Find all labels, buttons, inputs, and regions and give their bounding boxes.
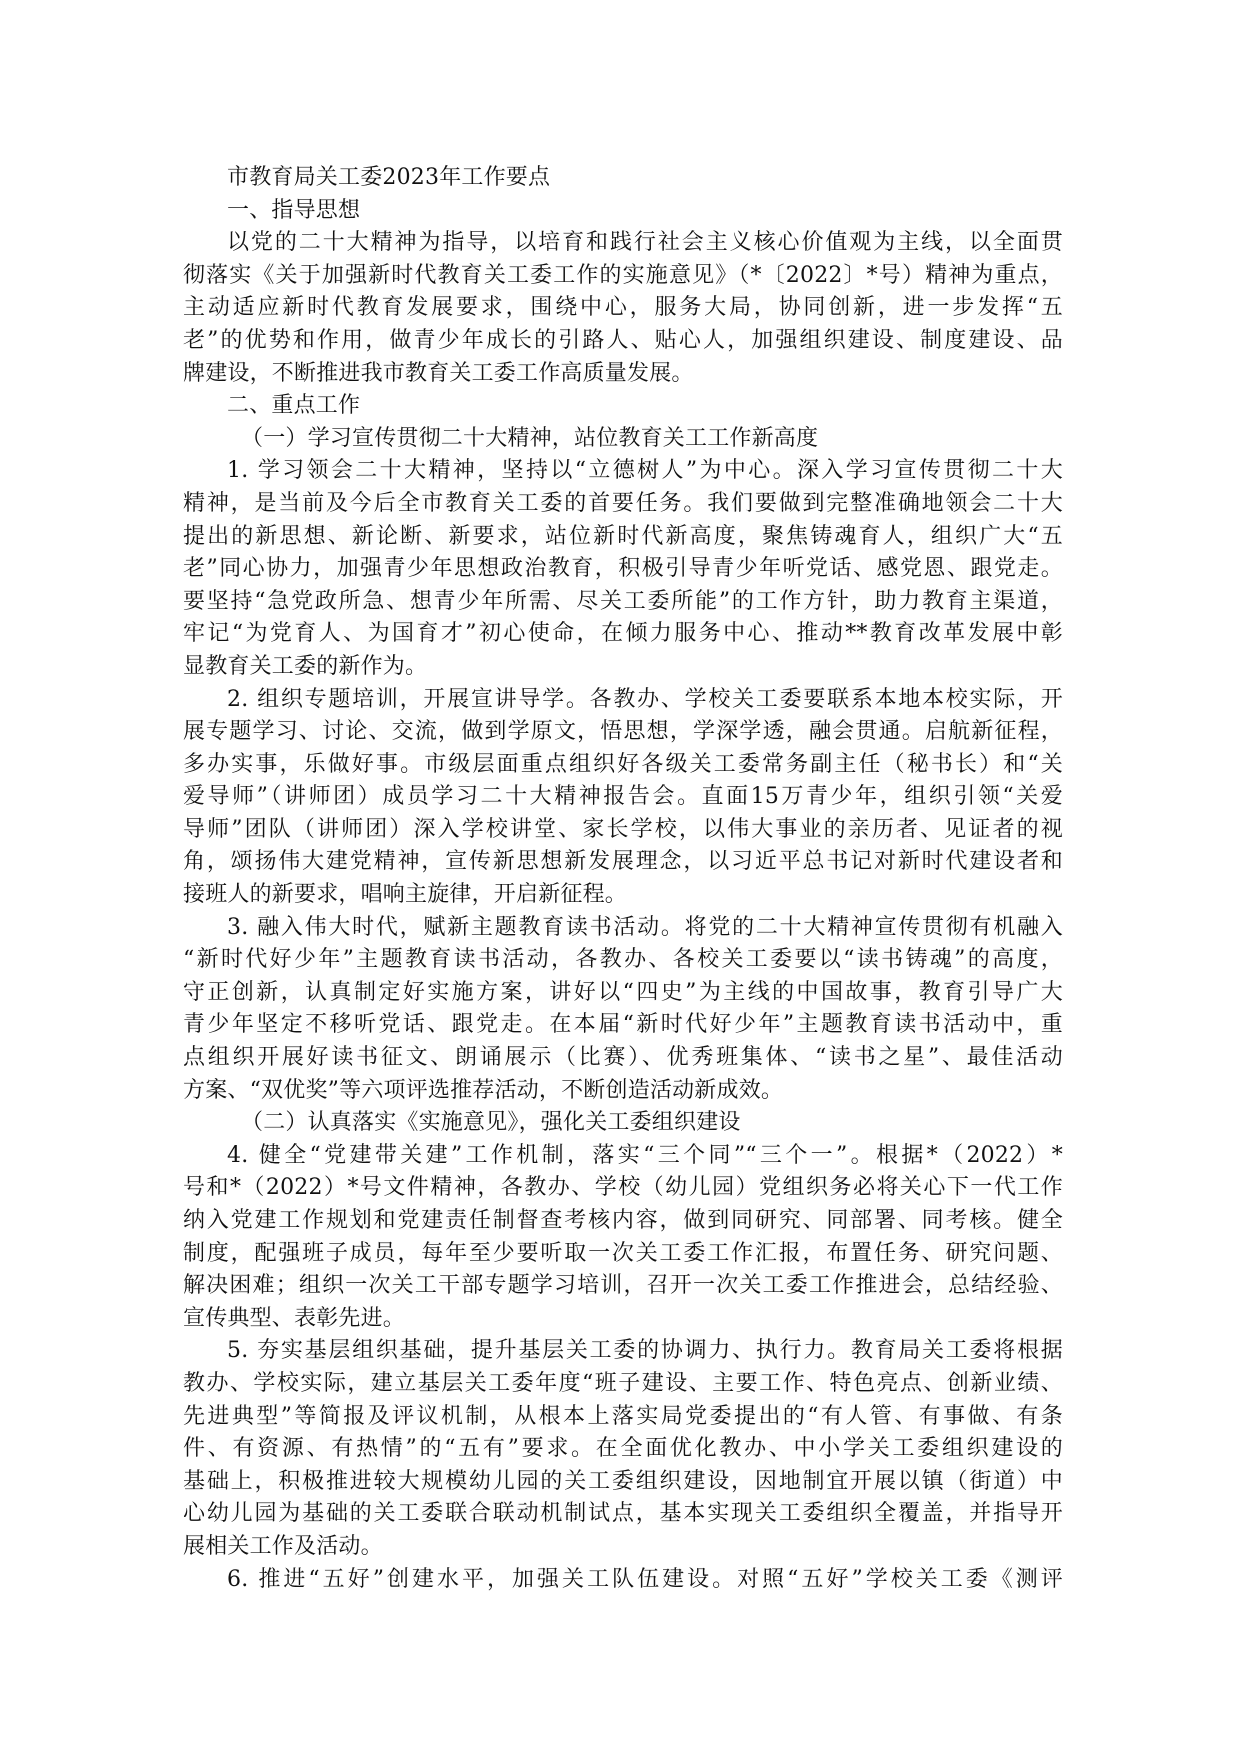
paragraph-line: 以党的二十大精神为指导，以培育和践行社会主义核心价值观为主线，以全面贯	[227, 230, 1063, 256]
paragraph-line: 解决困难；组织一次关工干部专题学习培训，召开一次关工委工作推进会，总结经验、	[183, 1273, 1063, 1299]
paragraph-line: 件、有资源、有热情”的“五有”要求。在全面优化教办、中小学关工委组织建设的	[183, 1436, 1063, 1462]
paragraph-line: 主动适应新时代教育发展要求，围绕中心，服务大局，协同创新，进一步发挥“五	[183, 295, 1063, 321]
paragraph-line: 要坚持“急党政所急、想青少年所需、尽关工委所能”的工作方针，助力教育主渠道，	[183, 588, 1063, 614]
paragraph-line: 制度，配强班子成员，每年至少要听取一次关工委工作汇报，布置任务、研究问题、	[183, 1240, 1063, 1266]
paragraph-line: 纳入党建工作规划和党建责任制督查考核内容，做到同研究、同部署、同考核。健全	[183, 1208, 1063, 1233]
paragraph-line: 1. 学习领会二十大精神，坚持以“立德树人”为中心。深入学习宣传贯彻二十大	[227, 458, 1063, 484]
paragraph-line: 牢记“为党育人、为国育才”初心使命，在倾力服务中心、推动**教育改革发展中彰	[183, 621, 1063, 647]
document-text	[183, 195, 1063, 1597]
paragraph-line: 2. 组织专题培训，开展宣讲导学。各教办、学校关工委要联系本地本校实际，开	[227, 686, 1063, 712]
section-heading: 一、指导思想	[227, 197, 361, 223]
paragraph-line: 提出的新思想、新论断、新要求，站位新时代新高度，聚焦铸魂育人，组织广大“五	[183, 523, 1063, 549]
paragraph-line: 守正创新，认真制定好实施方案，讲好以“四史”为主线的中国故事，教育引导广大	[183, 979, 1063, 1005]
paragraph-line: 多办实事，乐做好事。市级层面重点组织好各级关工委常务副主任（秘书长）和“关	[183, 751, 1063, 777]
paragraph-line: 3. 融入伟大时代，赋新主题教育读书活动。将党的二十大精神宣传贯彻有机融入	[227, 914, 1063, 940]
paragraph-line: 心幼儿园为基础的关工委联合联动机制试点，基本实现关工委组织全覆盖，并指导开	[183, 1501, 1063, 1527]
section-heading: 二、重点工作	[227, 393, 361, 419]
paragraph-line: 号和*（2022）*号文件精神，各教办、学校（幼儿园）党组织务必将关心下一代工作	[183, 1175, 1063, 1201]
paragraph-line: 牌建设，不断推进我市教育关工委工作高质量发展。	[183, 360, 694, 386]
paragraph-line: 彻落实《关于加强新时代教育关工委工作的实施意见》（*〔2022〕*号）精神为重点，	[183, 262, 1063, 288]
paragraph-line: 精神，是当前及今后全市教育关工委的首要任务。我们要做到完整准确地领会二十大	[183, 490, 1063, 516]
paragraph-line: 4. 健全“党建带关建”工作机制，落实“三个同”“三个一”。根据*（2022）*	[227, 1142, 1063, 1168]
paragraph-line: 先进典型”等简报及评议机制，从根本上落实局党委提出的“有人管、有事做、有条	[183, 1403, 1063, 1429]
paragraph-line: 展专题学习、讨论、交流，做到学原文，悟思想，学深学透，融会贯通。启航新征程，	[183, 719, 1063, 745]
paragraph-line: 6. 推进“五好”创建水平，加强关工队伍建设。对照“五好”学校关工委《测评	[227, 1566, 1063, 1592]
paragraph-line: 老”的优势和作用，做青少年成长的引路人、贴心人，加强组织建设、制度建设、品	[183, 327, 1063, 353]
subsection-heading: （二）认真落实《实施意见》，强化关工委组织建设	[241, 1110, 741, 1136]
paragraph-line: 5. 夯实基层组织基础，提升基层关工委的协调力、执行力。教育局关工委将根据	[227, 1338, 1063, 1364]
document-title: 市教育局关工委2023年工作要点	[227, 165, 551, 190]
paragraph-line: 显教育关工委的新作为。	[183, 653, 428, 679]
paragraph-line: 青少年坚定不移听党话、跟党走。在本届“新时代好少年”主题教育读书活动中，重	[183, 1012, 1063, 1038]
paragraph-line: 导师”团队（讲师团）深入学校讲堂、家长学校，以伟大事业的亲历者、见证者的视	[183, 816, 1063, 842]
paragraph-line: 接班人的新要求，唱响主旋律，开启新征程。	[183, 882, 628, 908]
paragraph-line: “新时代好少年”主题教育读书活动，各教办、各校关工委要以“读书铸魂”的高度，	[183, 947, 1063, 973]
paragraph-line: 爱导师”（讲师团）成员学习二十大精神报告会。直面15万青少年，组织引领“关爱	[183, 784, 1063, 810]
document-body	[183, 162, 1063, 1596]
paragraph-line: 老”同心协力，加强青少年思想政治教育，积极引导青少年听党话、感党恩、跟党走。	[183, 556, 1063, 582]
paragraph-line: 展相关工作及活动。	[183, 1533, 383, 1559]
subsection-heading: （一）学习宣传贯彻二十大精神，站位教育关工工作新高度	[241, 425, 819, 451]
paragraph-line: 基础上，积极推进较大规模幼儿园的关工委组织建设，因地制宜开展以镇（街道）中	[183, 1468, 1063, 1494]
paragraph-line: 宣传典型、表彰先进。	[183, 1305, 406, 1331]
paragraph-line: 角，颂扬伟大建党精神，宣传新思想新发展理念，以习近平总书记对新时代建设者和	[183, 849, 1063, 875]
paragraph-line: 教办、学校实际，建立基层关工委年度“班子建设、主要工作、特色亮点、创新业绩、	[183, 1370, 1063, 1396]
paragraph-line: 方案、“双优奖”等六项评选推荐活动，不断创造活动新成效。	[183, 1077, 784, 1103]
paragraph-line: 点组织开展好读书征文、朗诵展示（比赛）、优秀班集体、“读书之星”、最佳活动	[183, 1045, 1063, 1071]
